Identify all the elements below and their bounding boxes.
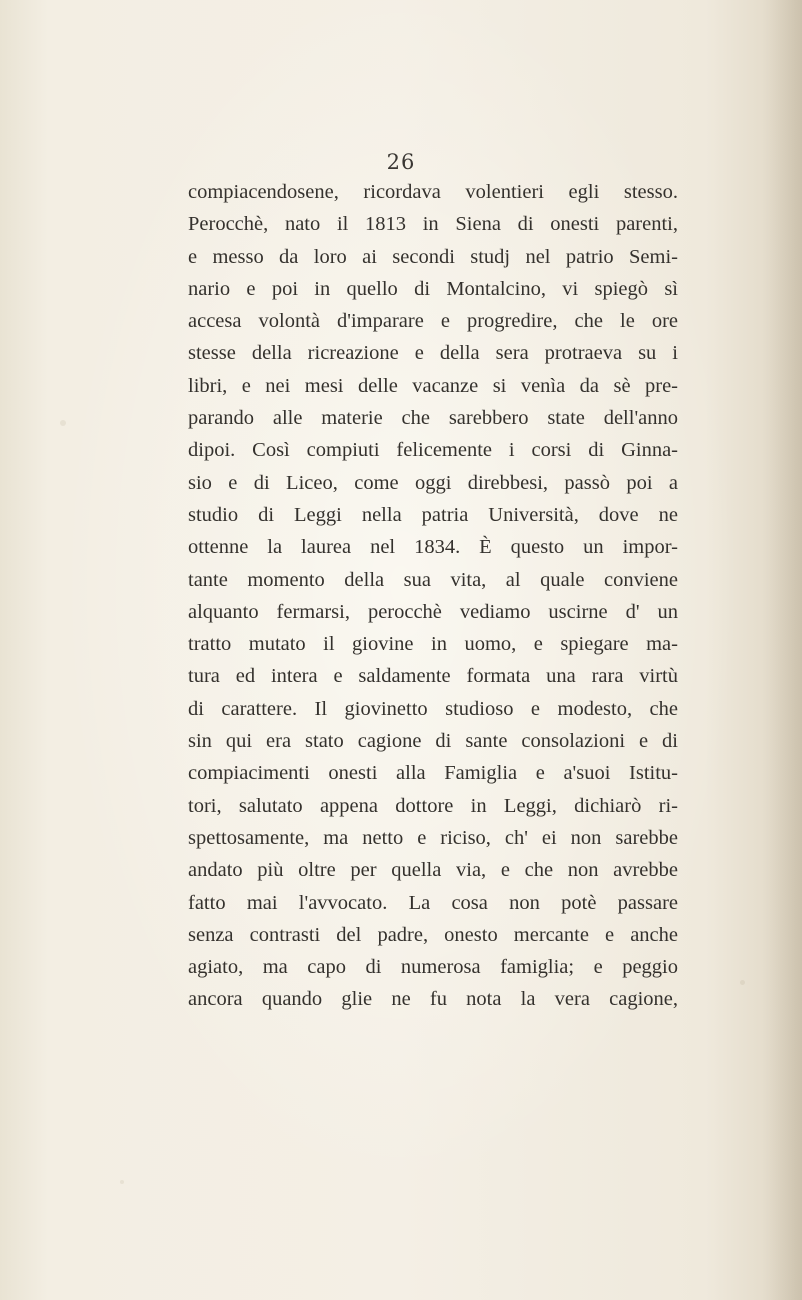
text-line: tori, salutato appena dottore in Leggi, dichiarò ri- [188,794,678,817]
text-line: fatto mai l'avvocato. La cosa non potè passare [188,891,678,914]
text-line: andato più oltre per quella via, e che non avrebbe [188,859,678,882]
text-line: parando alle materie che sarebbero state dell'anno [188,407,678,430]
text-line: studio di Leggi nella patria Università, dove ne [188,503,678,526]
text-line: tratto mutato il giovine in uomo, e spiegare ma- [188,633,678,656]
text-line: senza contrasti del padre, onesto mercante e anche [188,923,678,946]
text-line: Perocchè, nato il 1813 in Siena di onesti parenti, [188,213,678,236]
text-line: dipoi. Così compiuti felicemente i corsi di Ginna- [188,439,678,462]
text-line: tura ed intera e saldamente formata una rara virtù [188,665,678,688]
text-line: sin qui era stato cagione di sante consolazioni e di [188,730,678,753]
paper-spot [120,1180,124,1184]
text-line: spettosamente, ma netto e riciso, ch' ei non sarebbe [188,826,678,849]
text-line: agiato, ma capo di numerosa famiglia; e peggio [188,956,678,979]
page-number: 26 [386,150,416,174]
text-line: accesa volontà d'imparare e progredire, che le ore [188,310,678,333]
text-line: ottenne la laurea nel 1834. È questo un impor- [188,536,678,559]
paper-spot [60,420,66,426]
text-line: libri, e nei mesi delle vacanze si venìa da sè pre- [188,374,678,397]
page-edge-shadow [762,0,802,1300]
text-line: e messo da loro ai secondi studj nel patrio Semi- [188,245,678,268]
text-line: compiacendosene, ricordava volentieri egli stesso. [188,181,678,203]
text-line: alquanto fermarsi, perocchè vediamo uscirne d' un [188,600,678,623]
text-line: compiacimenti onesti alla Famiglia e a'suoi Istitu- [188,762,678,785]
text-line: ancora quando glie ne fu nota la vera cagione, [188,988,678,1011]
text-line: stesse della ricreazione e della sera protraeva su i [188,342,678,365]
text-line: tante momento della sua vita, al quale conviene [188,568,678,591]
paper-spot [740,980,745,985]
body-text [188,176,678,1016]
text-line: sio e di Liceo, come oggi direbbesi, passò poi a [188,471,678,494]
text-line: nario e poi in quello di Montalcino, vi spiegò sì [188,277,678,300]
text-line: di carattere. Il giovinetto studioso e modesto, che [188,697,678,720]
